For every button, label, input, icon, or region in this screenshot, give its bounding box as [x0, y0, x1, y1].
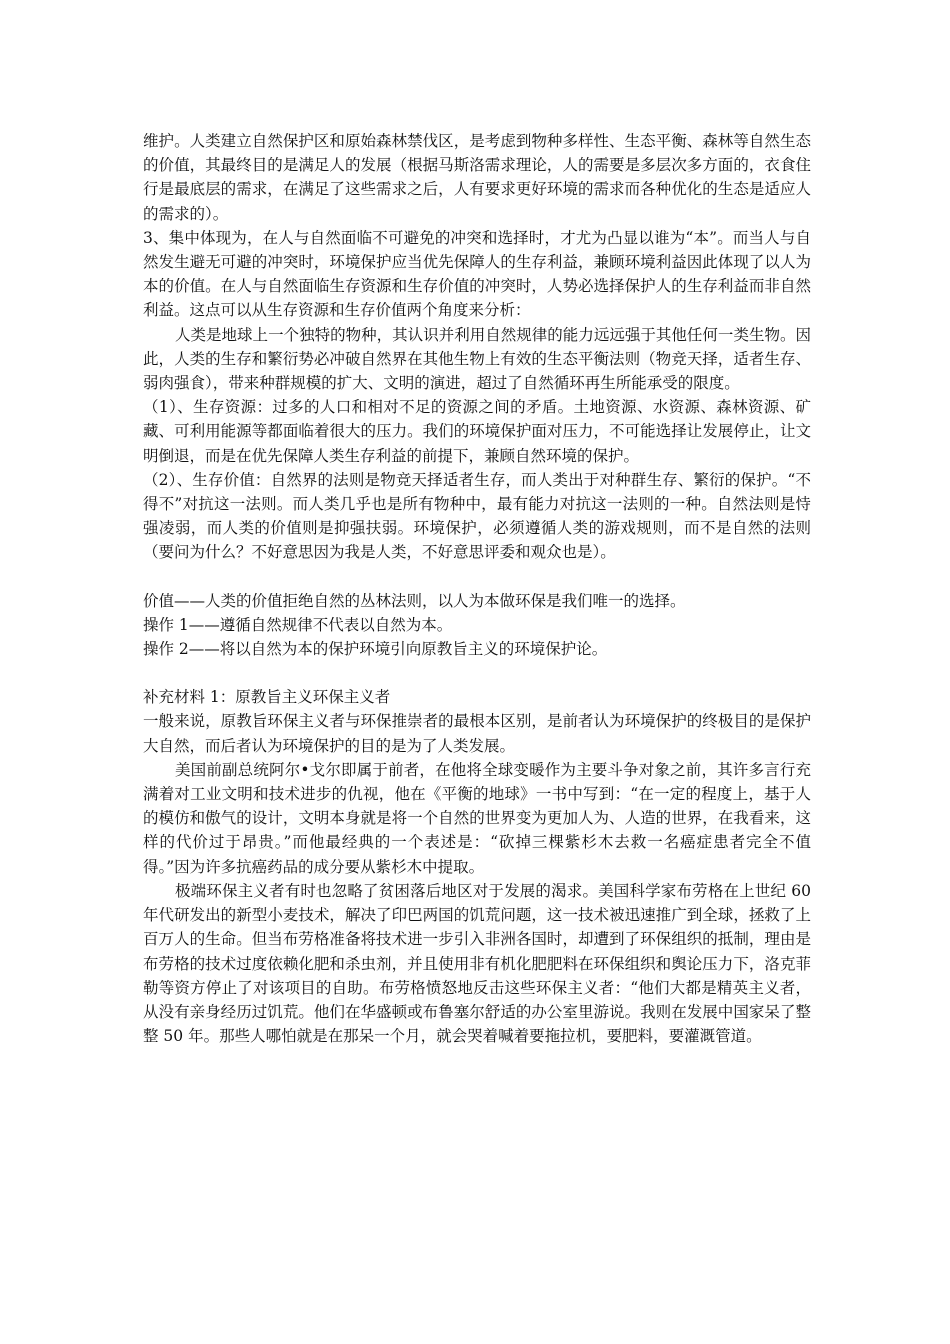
paragraph-operation-2: 操作 2——将以自然为本的保护环境引向原教旨主义的环境保护论。 [143, 640, 608, 659]
paragraph-conservation-purpose: 维护。人类建立自然保护区和原始森林禁伐区，是考虑到物种多样性、生态平衡、森林等自然生态的价值，其最终目的是满足人的发展（根据马斯洛需求理论，人的需要是多层次多方面的，衣食住行是最底层的需求，在满足了这些需求之后，人有要求更好环境的需求而各种优化的生态是适应人的需求的）。 [143, 132, 811, 223]
paragraph-borlaug: 极端环保主义者有时也忽略了贫困落后地区对于发展的渴求。美国科学家布劳格在上世纪 60 年代研发出的新型小麦技术，解决了印巴两国的饥荒问题，这一技术被迅速推广到全球，拯救了上百万人的生命。但当布劳格准备将技术进一步引入非洲各国时，却遭到了环保组织的抵制，理由是布劳格的技术过度依赖化肥和杀虫剂，并且使用非有机化肥肥料在环保组织和舆论压力下，洛克菲勒等资方停止了对该项目的自助。布劳格愤怒地反击这些环保主义者：“他们大都是精英主义者，从没有亲身经历过饥荒。他们在华盛顿或布鲁塞尔舒适的办公室里游说。我则在发展中国家呆了整整 50 年。那些人哪怕就是在那呆一个月，就会哭着喊着要拖拉机，要肥料，要灌溉管道。 [143, 881, 811, 1046]
paragraph-human-species: 人类是地球上一个独特的物种，其认识并利用自然规律的能力远远强于其他任何一类生物。因此，人类的生存和繁衍势必冲破自然界在其他生物上有效的生态平衡法则（物竞天择，适者生存、弱肉强食），带来种群规模的扩大、文明的演进，超过了自然循环再生所能承受的限度。 [143, 325, 811, 393]
paragraph-al-gore: 美国前副总统阿尔•戈尔即属于前者，在他将全球变暖作为主要斗争对象之前，其许多言行充满着对工业文明和技术进步的仇视，他在《平衡的地球》一书中写到：“在一定的程度上，基于人的模仿和傲气的设计，文明本身就是将一个自然的世界变为更加人为、人造的世界，在我看来，这样的代价过于昂贵。”而他最经典的一个表述是：“砍掉三棵紫杉木去救一名癌症患者完全不值得。”因为许多抗癌药品的成分要从紫杉木中提取。 [143, 760, 811, 876]
paragraph-spacer [143, 661, 811, 685]
paragraph-operation-1: 操作 1——遵循自然规律不代表以自然为本。 [143, 615, 453, 634]
paragraph-spacer [143, 565, 811, 589]
paragraph-point-3: 3、集中体现为，在人与自然面临不可避免的冲突和选择时，才尤为凸显以谁为“本”。而当人与自然发生避无可避的冲突时，环境保护应当优先保障人的生存利益，兼顾环境利益因此体现了以人为本的价值。在人与自然面临生存资源和生存价值的冲突时，人势必选择保护人的生存利益而非自然利益。这点可以从生存资源和生存价值两个角度来分析： [143, 228, 811, 320]
document-body [143, 129, 811, 1048]
section-heading-supplement-1: 补充材料 1：原教旨主义环保主义者 [143, 688, 391, 707]
paragraph-survival-resources: （1）、生存资源：过多的人口和相对不足的资源之间的矛盾。土地资源、水资源、森林资源、矿藏、可利用能源等都面临着很大的压力。我们的环境保护面对压力，不可能选择让发展停止，让文明倒退，而是在优先保障人类生存利益的前提下，兼顾自然环境的保护。 [143, 398, 811, 465]
paragraph-survival-value: （2）、生存价值：自然界的法则是物竞天择适者生存，而人类出于对种群生存、繁衍的保护。“不得不”对抗这一法则。而人类几乎也是所有物种中，最有能力对抗这一法则的一种。自然法则是恃强凌弱，而人类的价值则是抑强扶弱。环境保护，必须遵循人类的游戏规则，而不是自然的法则（要问为什么？不好意思因为我是人类，不好意思评委和观众也是）。 [143, 470, 811, 562]
paragraph-fundamentalist-definition: 一般来说，原教旨环保主义者与环保推崇者的最根本区别，是前者认为环境保护的终极目的是保护大自然，而后者认为环境保护的目的是为了人类发展。 [143, 712, 811, 755]
paragraph-value-summary: 价值——人类的价值拒绝自然的丛林法则，以人为本做环保是我们唯一的选择。 [143, 591, 686, 610]
